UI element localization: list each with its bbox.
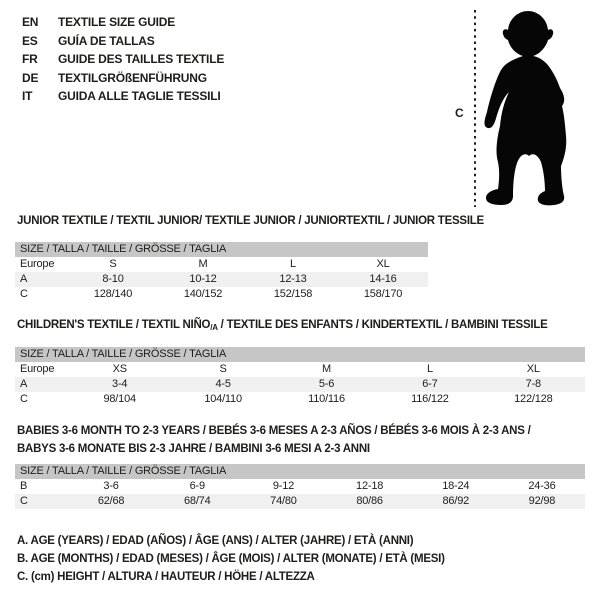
- table-row-age: [15, 272, 428, 287]
- babies-title-line2: BABYS 3-6 MONATE BIS 2-3 JAHRE / BAMBINI 3-6 MESI A 2-3 ANNI: [17, 443, 370, 455]
- size-cell: M: [198, 258, 208, 270]
- size-cell: 128/140: [93, 288, 133, 300]
- junior-table-title: JUNIOR TEXTILE / TEXTIL JUNIOR/ TEXTILE JUNIOR / JUNIORTEXTIL / JUNIOR TESSILE: [17, 215, 484, 227]
- table-row-height: [15, 392, 585, 407]
- language-label: GUIDA ALLE TAGLIE TESSILI: [58, 89, 221, 104]
- babies-size-table: [15, 464, 585, 509]
- language-row: [22, 87, 224, 106]
- size-cell: 92/98: [528, 495, 556, 507]
- size-header-band: SIZE / TALLA / TAILLE / GRÖSSE / TAGLIA: [15, 347, 585, 362]
- size-cell: 7-8: [525, 378, 541, 390]
- size-cell: 104/110: [204, 393, 242, 405]
- row-label: C: [20, 393, 28, 405]
- size-cell: 14-16: [369, 273, 397, 285]
- legend: [17, 532, 445, 586]
- table-row-europe: [15, 362, 585, 377]
- size-cell: 12-13: [279, 273, 307, 285]
- language-row: [22, 50, 224, 69]
- size-cell: 10-12: [189, 273, 217, 285]
- size-cell: 3-4: [112, 378, 128, 390]
- size-cell: 98/104: [103, 393, 136, 405]
- size-cell: 5-6: [318, 378, 335, 390]
- size-cell: M: [322, 363, 331, 375]
- size-cell: 74/80: [270, 495, 297, 507]
- size-cell: 6-9: [189, 480, 205, 492]
- size-cell: XL: [376, 258, 390, 270]
- table-row-age: [15, 377, 585, 392]
- title-part: CHILDREN'S TEXTILE / TEXTIL NIÑO: [17, 319, 211, 331]
- table-row-europe: [15, 257, 428, 272]
- size-cell: 62/68: [97, 495, 125, 507]
- size-cell: L: [290, 258, 296, 270]
- size-cell: 80/86: [356, 495, 383, 507]
- size-cell: 3-6: [103, 480, 119, 492]
- row-label: Europe: [20, 363, 55, 375]
- language-label: TEXTILE SIZE GUIDE: [58, 15, 176, 30]
- size-cell: XL: [526, 363, 540, 375]
- size-cell: 158/170: [363, 288, 403, 300]
- row-label: C: [20, 495, 28, 507]
- size-cell: XS: [112, 363, 127, 375]
- size-cell: 140/152: [183, 288, 223, 300]
- size-header-band: SIZE / TALLA / TAILLE / GRÖSSE / TAGLIA: [15, 242, 428, 257]
- language-code: EN: [22, 15, 39, 30]
- size-cell: 110/116: [308, 393, 345, 405]
- language-row: [22, 32, 224, 51]
- language-label: TEXTILGRÖßENFÜHRUNG: [58, 70, 207, 85]
- size-cell: 9-12: [272, 480, 295, 492]
- row-label: B: [20, 480, 28, 492]
- size-cell: 86/92: [442, 495, 470, 507]
- babies-title-line1: BABIES 3-6 MONTH TO 2-3 YEARS / BEBÉS 3-6 MESES A 2-3 AÑOS / BÉBÉS 3-6 MOIS À 2-3 ANS /: [17, 425, 531, 437]
- size-cell: 8-10: [102, 273, 124, 285]
- row-label: Europe: [20, 258, 55, 270]
- size-cell: 122/128: [514, 393, 553, 405]
- size-cell: 68/74: [183, 495, 211, 507]
- language-list: [22, 13, 224, 106]
- size-cell: 4-5: [215, 378, 231, 390]
- size-cell: S: [109, 258, 117, 270]
- children-size-table: [15, 347, 585, 407]
- size-cell: 24-36: [528, 480, 556, 492]
- baby-silhouette-path: [485, 11, 567, 205]
- size-cell: 152/158: [273, 288, 313, 300]
- language-label: GUIDE DES TAILLES TEXTILE: [58, 52, 225, 67]
- title-subscript: /A: [210, 323, 218, 332]
- legend-line-a: A. AGE (YEARS) / EDAD (AÑOS) / ÂGE (ANS) / ALTER (JAHRE) / ETÀ (ANNI): [17, 535, 414, 547]
- size-cell: S: [219, 363, 227, 375]
- table-row-height: [15, 494, 585, 509]
- language-code: DE: [22, 70, 39, 85]
- size-cell: 12-18: [356, 480, 384, 492]
- size-cell: 18-24: [442, 480, 470, 492]
- language-code: FR: [22, 52, 38, 67]
- language-label: GUÍA DE TALLAS: [58, 33, 155, 48]
- row-label: A: [20, 273, 28, 285]
- language-code: ES: [22, 33, 38, 48]
- babies-table-title: [17, 422, 531, 458]
- language-code: IT: [22, 89, 33, 104]
- children-table-title: [17, 319, 548, 334]
- legend-line-b: B. AGE (MONTHS) / EDAD (MESES) / ÂGE (MOIS) / ALTER (MONATE) / ETÀ (MESI): [17, 553, 445, 565]
- legend-line-c: C. (cm) HEIGHT / ALTURA / HAUTEUR / HÖHE / ALTEZZA: [17, 571, 315, 583]
- table-row-height: [15, 287, 428, 302]
- title-part: / TEXTILE DES ENFANTS / KINDERTEXTIL / BAMBINI TESSILE: [217, 319, 548, 331]
- height-measure-label: C: [455, 106, 464, 120]
- size-cell: 116/122: [411, 393, 449, 405]
- junior-size-table: [15, 242, 428, 302]
- baby-figure: [440, 0, 600, 220]
- row-label: A: [20, 378, 28, 390]
- row-label: C: [20, 288, 28, 300]
- language-row: [22, 13, 224, 32]
- size-cell: L: [426, 363, 433, 375]
- table-row-months: [15, 479, 585, 494]
- size-cell: 6-7: [422, 378, 438, 390]
- language-row: [22, 69, 224, 88]
- size-header-band: SIZE / TALLA / TAILLE / GRÖSSE / TAGLIA: [15, 464, 585, 479]
- baby-silhouette-icon: [440, 0, 600, 220]
